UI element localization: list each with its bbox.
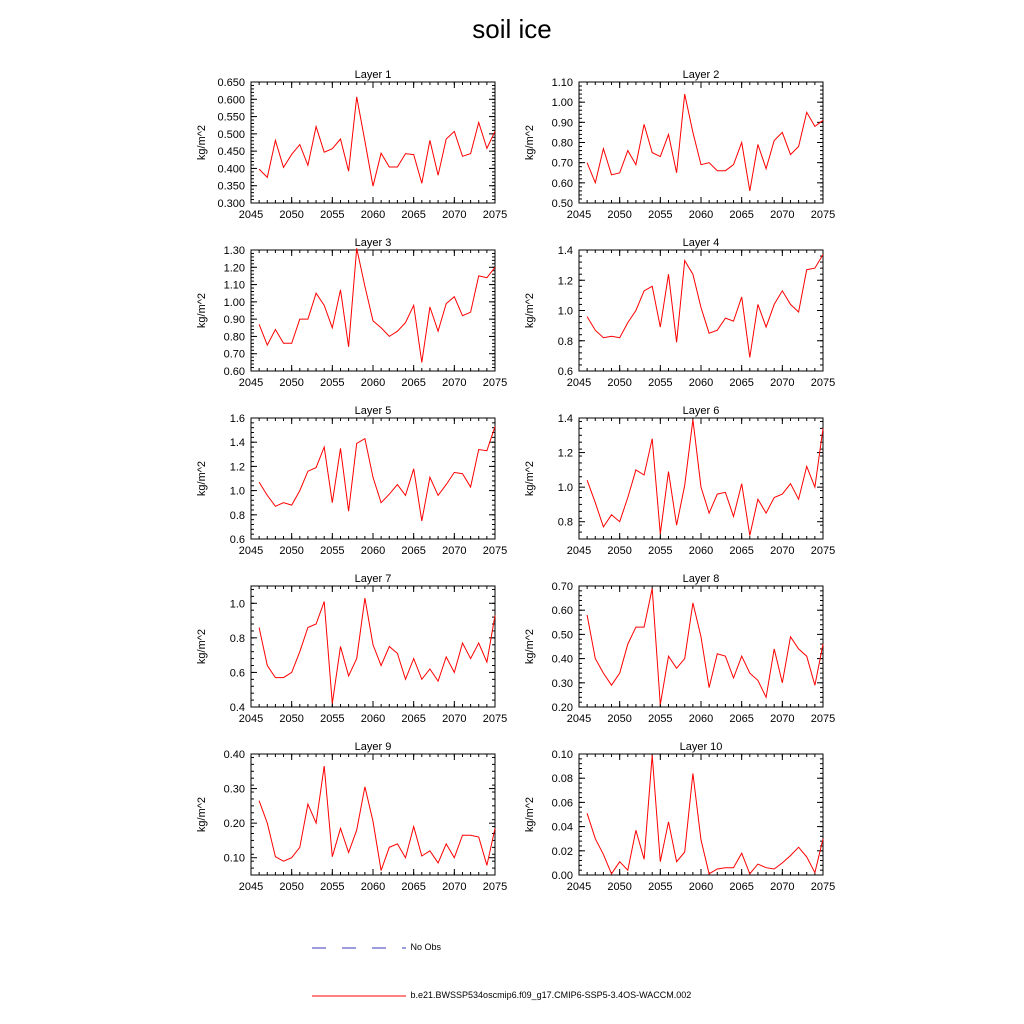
x-tick-label: 2050: [607, 377, 632, 389]
x-tick-label: 2070: [770, 545, 795, 557]
x-tick-label: 2045: [566, 545, 592, 557]
y-tick-label: 1.2: [557, 447, 573, 460]
x-tick-label: 2060: [360, 209, 386, 221]
y-tick-label: 0.20: [551, 702, 573, 714]
y-tick-label: 0.300: [217, 198, 245, 210]
y-tick-label: 0.08: [551, 773, 573, 786]
series-line: [587, 588, 823, 704]
panel-6: [524, 405, 835, 557]
x-tick-label: 2070: [770, 209, 795, 221]
plot-frame: [579, 586, 823, 707]
series-line: [587, 420, 823, 536]
x-tick-label: 2055: [648, 377, 673, 389]
y-tick-label: 0.4: [229, 702, 245, 714]
y-axis-label: kg/m^2: [524, 292, 536, 329]
series-line: [259, 97, 495, 186]
x-tick-label: 2045: [566, 713, 592, 725]
panel-title: Layer 10: [679, 741, 723, 753]
series-line: [587, 755, 823, 874]
x-tick-label: 2070: [442, 713, 467, 725]
x-tick-label: 2060: [688, 545, 714, 557]
y-axis-label: kg/m^2: [524, 460, 536, 497]
panel-1: [196, 69, 507, 221]
series-line: [259, 427, 495, 521]
x-tick-label: 2045: [238, 209, 264, 221]
x-tick-label: 2065: [729, 545, 754, 557]
y-tick-label: 0.6: [557, 366, 573, 378]
panel-title: Layer 2: [682, 69, 720, 81]
y-tick-label: 1.30: [223, 245, 245, 257]
y-tick-label: 1.20: [223, 262, 245, 275]
x-tick-label: 2045: [238, 545, 264, 557]
y-tick-label: 1.2: [557, 275, 573, 288]
x-tick-label: 2045: [238, 713, 264, 725]
panel-9: [196, 741, 507, 893]
series-line: [259, 766, 495, 870]
x-tick-label: 2065: [729, 377, 754, 389]
y-tick-label: 0.70: [551, 581, 573, 593]
y-tick-label: 0.04: [551, 821, 573, 834]
y-axis-label: kg/m^2: [196, 628, 208, 665]
y-tick-label: 0.60: [223, 366, 245, 378]
y-tick-label: 0.500: [217, 128, 245, 141]
panel-5: [196, 405, 507, 557]
x-tick-label: 2045: [566, 377, 592, 389]
y-tick-label: 0.02: [551, 845, 573, 858]
legend-obs: [312, 942, 441, 953]
x-tick-label: 2070: [442, 377, 467, 389]
y-tick-label: 1.0: [229, 485, 245, 498]
x-tick-label: 2050: [279, 545, 304, 557]
x-tick-label: 2070: [770, 713, 795, 725]
y-tick-label: 1.0: [557, 482, 573, 495]
y-tick-label: 0.8: [229, 509, 245, 522]
y-tick-label: 0.8: [229, 632, 245, 645]
y-tick-label: 0.600: [217, 94, 245, 107]
y-tick-label: 0.400: [217, 163, 245, 176]
x-tick-label: 2075: [482, 377, 508, 389]
x-tick-label: 2070: [442, 881, 467, 893]
x-tick-label: 2055: [320, 713, 345, 725]
x-tick-label: 2045: [566, 881, 592, 893]
plot-frame: [251, 754, 495, 875]
y-tick-label: 0.90: [551, 117, 573, 130]
plot-frame: [579, 418, 823, 539]
y-axis-label: kg/m^2: [524, 628, 536, 665]
panel-title: Layer 7: [354, 573, 392, 585]
panel-4: [524, 237, 835, 389]
series-line: [587, 255, 823, 358]
y-axis-label: kg/m^2: [524, 796, 536, 833]
y-axis-label: kg/m^2: [196, 796, 208, 833]
y-tick-label: 0.00: [551, 870, 573, 882]
plot-frame: [579, 754, 823, 875]
x-tick-label: 2065: [401, 209, 426, 221]
x-tick-label: 2065: [729, 881, 754, 893]
x-tick-label: 2060: [688, 377, 714, 389]
x-tick-label: 2065: [401, 545, 426, 557]
y-tick-label: 0.8: [557, 516, 573, 529]
x-tick-label: 2065: [729, 713, 754, 725]
y-tick-label: 0.30: [223, 783, 245, 796]
x-tick-label: 2050: [607, 545, 632, 557]
x-tick-label: 2055: [648, 545, 673, 557]
panel-title: Layer 9: [354, 741, 392, 753]
legend-obs-swatch: [312, 943, 408, 953]
x-tick-label: 2060: [360, 713, 386, 725]
x-tick-label: 2065: [401, 881, 426, 893]
x-tick-label: 2060: [688, 881, 714, 893]
y-tick-label: 0.10: [551, 749, 573, 761]
y-tick-label: 0.6: [229, 534, 245, 546]
y-tick-label: 1.10: [223, 279, 245, 292]
x-tick-label: 2060: [360, 377, 386, 389]
panel-3: [196, 237, 507, 389]
y-tick-label: 0.8: [557, 335, 573, 348]
x-tick-label: 2055: [320, 377, 345, 389]
x-tick-label: 2050: [279, 209, 304, 221]
y-tick-label: 0.60: [551, 605, 573, 618]
y-tick-label: 0.50: [551, 629, 573, 642]
x-tick-label: 2065: [401, 377, 426, 389]
x-tick-label: 2070: [770, 881, 795, 893]
y-axis-label: kg/m^2: [196, 292, 208, 329]
panel-10: [524, 741, 835, 893]
x-tick-label: 2055: [320, 209, 345, 221]
panel-title: Layer 8: [682, 573, 720, 585]
x-tick-label: 2075: [810, 881, 836, 893]
y-tick-label: 0.80: [551, 137, 573, 150]
plot-frame: [251, 250, 495, 371]
x-tick-label: 2050: [279, 713, 304, 725]
x-tick-label: 2055: [320, 881, 345, 893]
panel-title: Layer 1: [354, 69, 392, 81]
x-tick-label: 2060: [360, 545, 386, 557]
plot-frame: [251, 586, 495, 707]
x-tick-label: 2060: [688, 713, 714, 725]
series-line: [587, 94, 823, 191]
y-tick-label: 0.70: [223, 348, 245, 361]
x-tick-label: 2075: [810, 209, 836, 221]
x-tick-label: 2050: [279, 377, 304, 389]
x-tick-label: 2045: [238, 881, 264, 893]
x-tick-label: 2065: [401, 713, 426, 725]
y-tick-label: 0.06: [551, 797, 573, 810]
y-tick-label: 1.4: [557, 413, 573, 425]
y-tick-label: 0.6: [229, 667, 245, 680]
y-tick-label: 1.00: [223, 296, 245, 309]
series-line: [259, 248, 495, 362]
panel-8: [524, 573, 835, 725]
y-tick-label: 1.4: [557, 245, 573, 257]
x-tick-label: 2060: [360, 881, 386, 893]
panel-title: Layer 4: [682, 237, 720, 249]
y-tick-label: 0.20: [223, 818, 245, 831]
legend-obs-label: No Obs: [410, 942, 442, 952]
legend-model-swatch: [312, 991, 408, 1001]
y-tick-label: 0.80: [223, 331, 245, 344]
y-tick-label: 1.0: [229, 598, 245, 611]
y-tick-label: 0.40: [551, 653, 573, 666]
series-line: [259, 598, 495, 703]
panel-title: Layer 5: [354, 405, 392, 417]
x-tick-label: 2060: [688, 209, 714, 221]
legend-model-label: b.e21.BWSSP534oscmip6.f09_g17.CMIP6-SSP5-3.4OS-WACCM.002: [410, 990, 692, 1000]
y-tick-label: 0.650: [217, 77, 245, 89]
x-tick-label: 2075: [810, 545, 836, 557]
x-tick-label: 2075: [482, 881, 508, 893]
y-tick-label: 0.550: [217, 111, 245, 124]
y-tick-label: 0.90: [223, 314, 245, 327]
x-tick-label: 2070: [770, 377, 795, 389]
y-tick-label: 0.350: [217, 180, 245, 193]
panel-2: [524, 69, 835, 221]
x-tick-label: 2045: [566, 209, 592, 221]
y-tick-label: 0.30: [551, 677, 573, 690]
x-tick-label: 2075: [810, 713, 836, 725]
panel-title: Layer 6: [682, 405, 720, 417]
x-tick-label: 2055: [648, 881, 673, 893]
y-tick-label: 0.60: [551, 177, 573, 190]
x-tick-label: 2065: [729, 209, 754, 221]
y-tick-label: 1.4: [229, 437, 245, 450]
y-axis-label: kg/m^2: [196, 124, 208, 161]
x-tick-label: 2070: [442, 209, 467, 221]
y-axis-label: kg/m^2: [196, 460, 208, 497]
x-tick-label: 2070: [442, 545, 467, 557]
x-tick-label: 2055: [320, 545, 345, 557]
x-tick-label: 2075: [810, 377, 836, 389]
y-tick-label: 1.6: [229, 413, 245, 425]
x-tick-label: 2055: [648, 713, 673, 725]
x-tick-label: 2050: [279, 881, 304, 893]
x-tick-label: 2075: [482, 545, 508, 557]
x-tick-label: 2055: [648, 209, 673, 221]
panel-title: Layer 3: [354, 237, 392, 249]
y-tick-label: 0.70: [551, 157, 573, 170]
y-tick-label: 0.450: [217, 146, 245, 159]
x-tick-label: 2075: [482, 713, 508, 725]
y-tick-label: 0.40: [223, 749, 245, 761]
chart-title: soil ice: [472, 14, 552, 44]
panel-7: [196, 573, 507, 725]
x-tick-label: 2050: [607, 713, 632, 725]
y-tick-label: 0.50: [551, 198, 573, 210]
y-tick-label: 1.10: [551, 77, 573, 89]
y-tick-label: 0.10: [223, 852, 245, 865]
x-tick-label: 2075: [482, 209, 508, 221]
y-tick-label: 1.0: [557, 305, 573, 318]
legend-model: [312, 990, 691, 1001]
plot-frame: [579, 250, 823, 371]
x-tick-label: 2050: [607, 881, 632, 893]
x-tick-label: 2050: [607, 209, 632, 221]
x-tick-label: 2045: [238, 377, 264, 389]
y-axis-label: kg/m^2: [524, 124, 536, 161]
y-tick-label: 1.00: [551, 97, 573, 110]
y-tick-label: 1.2: [229, 461, 245, 474]
